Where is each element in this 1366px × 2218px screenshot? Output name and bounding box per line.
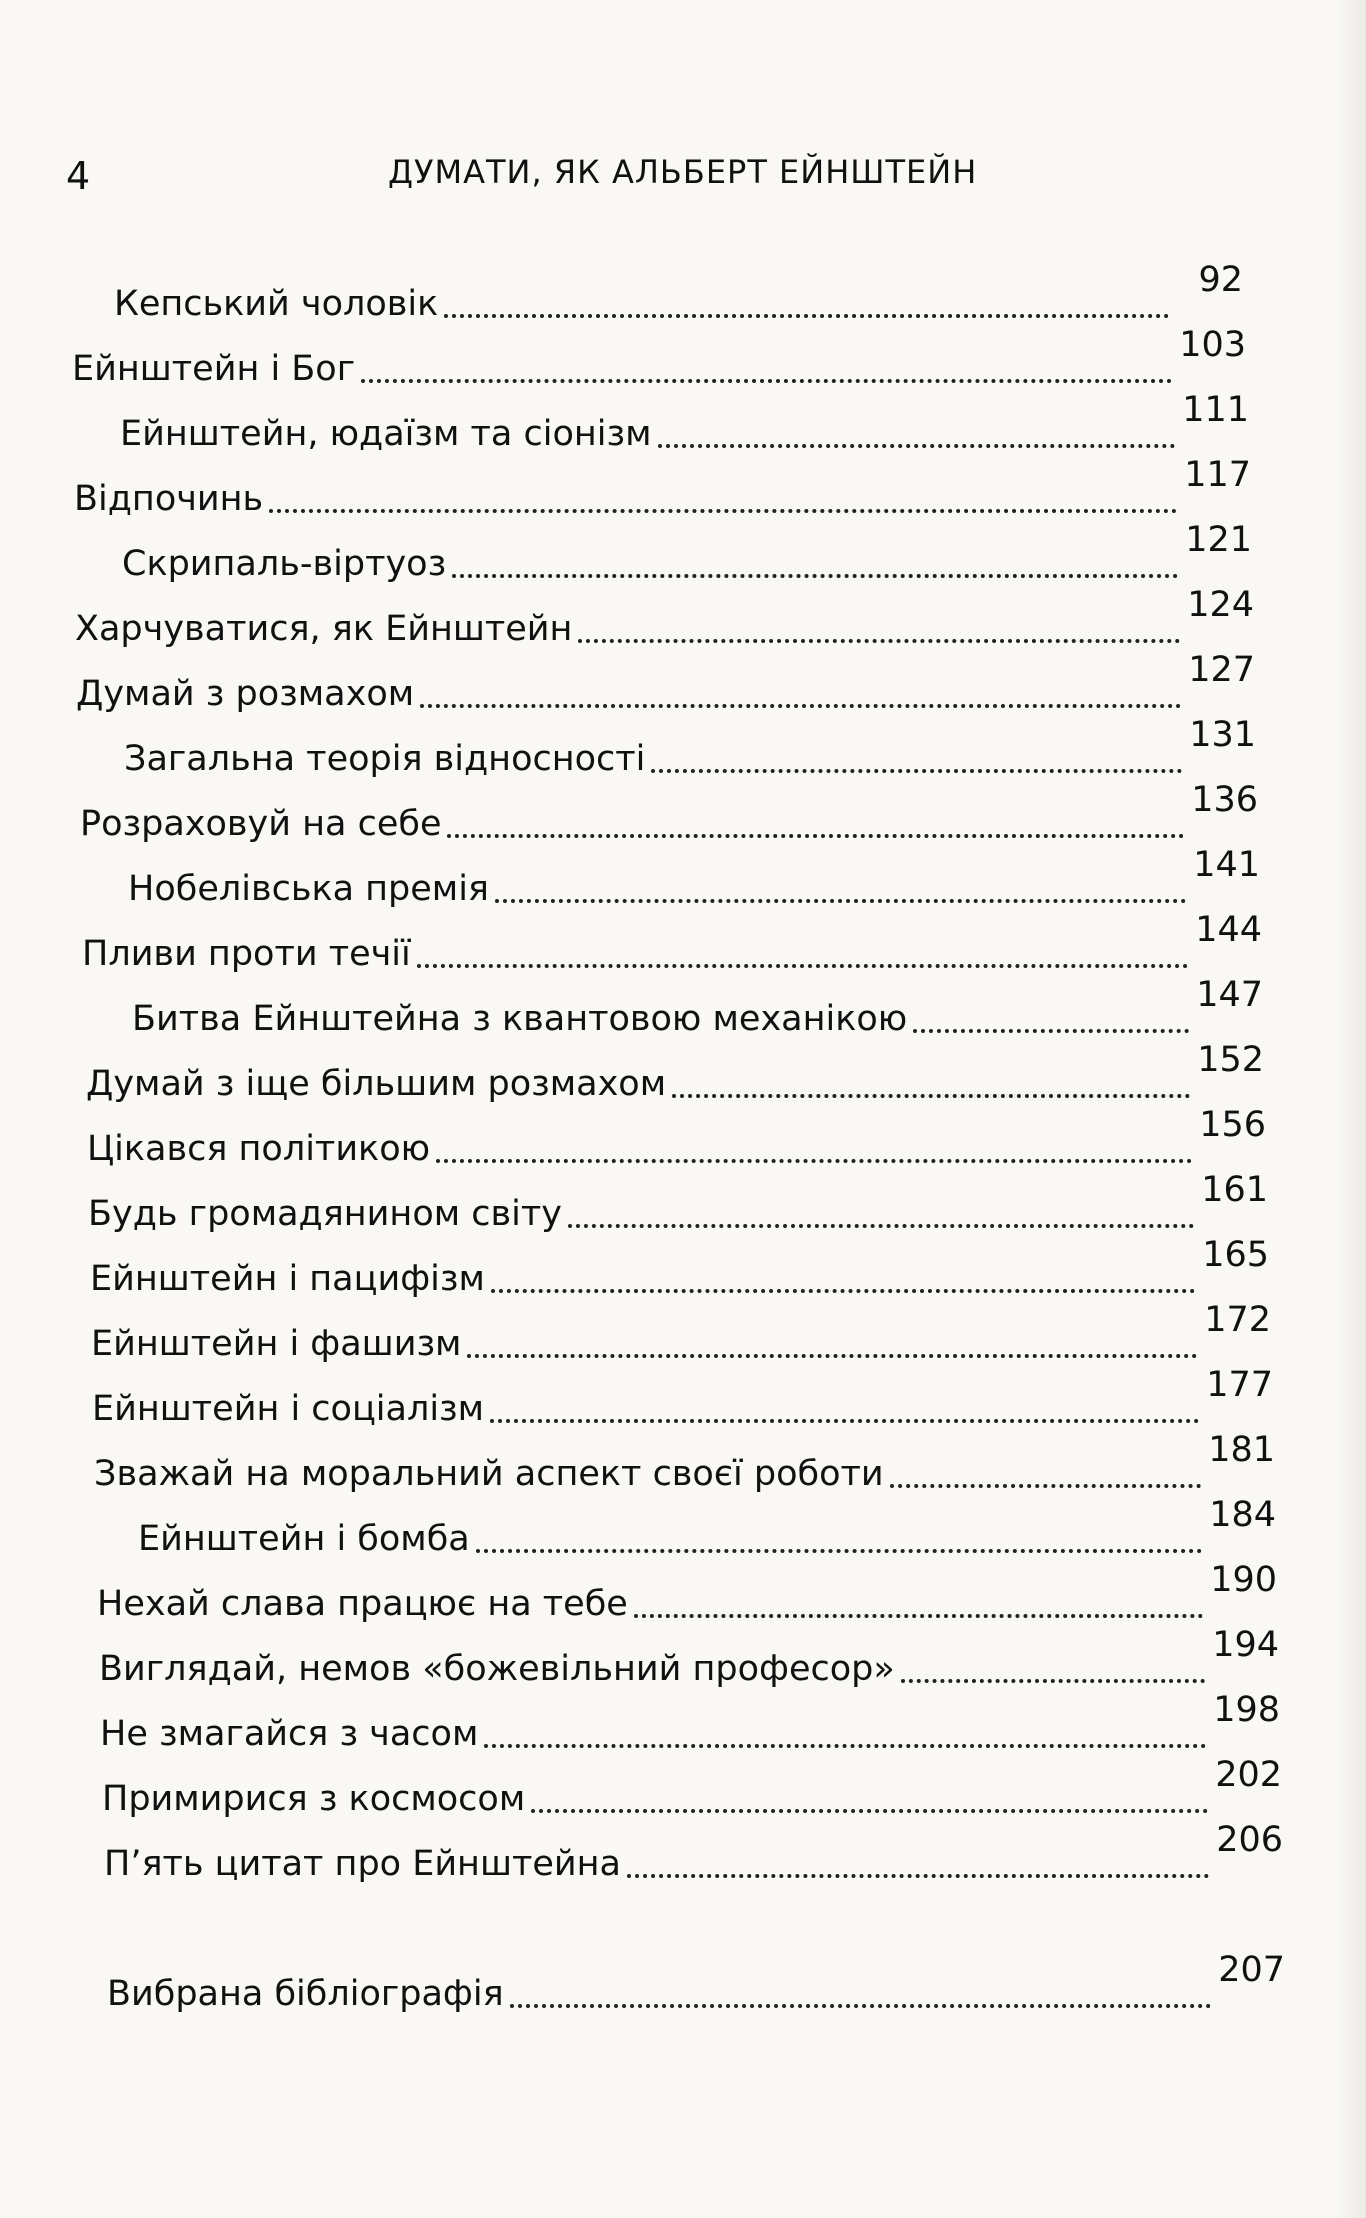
toc-entry [82,910,1262,978]
toc-entry [80,780,1258,848]
toc-entry-title: Харчуватися, як Ейнштейн [75,609,573,649]
toc-entry-title: Кепський чоловік [114,284,439,324]
toc-entry-page-number: 181 [1208,1430,1275,1470]
toc-entry [72,325,1246,393]
toc-dot-leader [913,1029,1189,1033]
toc-entry [104,1820,1283,1888]
toc-entry-title: Думай з іще більшим розмахом [86,1064,667,1104]
toc-entry-page-number: 147 [1196,975,1263,1015]
toc-entry-page-number: 92 [1198,260,1243,300]
toc-entry-page-number: 127 [1188,650,1255,690]
toc-entry-page-number: 144 [1195,910,1262,950]
toc-entry-title: Ейнштейн і соціалізм [92,1389,485,1429]
toc-entry-page-number: 152 [1197,1040,1264,1080]
toc-entry-page-number: 121 [1185,520,1252,560]
toc-dot-leader [444,314,1169,318]
toc-entry-title: Нобелівська премія [128,869,489,909]
toc-entry-page-number: 194 [1212,1625,1279,1665]
toc-entry-title: Нехай слава працює на тебе [97,1584,628,1624]
toc-entry-page-number: 103 [1179,325,1246,365]
toc-entry-page-number: 184 [1209,1495,1276,1535]
toc-entry [74,455,1251,523]
toc-dot-leader [484,1744,1206,1748]
toc-entry [76,650,1255,718]
toc-entry-title: Цікався політикою [87,1129,431,1169]
toc-dot-leader [568,1224,1194,1228]
toc-entry-title: Ейнштейн, юдаїзм та сіонізм [120,414,652,454]
toc-entry-title: Вибрана бібліографія [107,1974,504,2014]
toc-entry-title: Ейнштейн і пацифізм [90,1259,485,1299]
toc-entry [88,1170,1268,1238]
toc-dot-leader [495,899,1186,903]
toc-entry-title: Відпочинь [74,479,264,519]
toc-dot-leader [452,574,1178,578]
toc-dot-leader [658,444,1175,448]
toc-dot-leader [634,1614,1203,1618]
toc-entry [91,1300,1271,1368]
toc-entry [87,1105,1266,1173]
toc-entry-page-number: 207 [1218,1950,1285,1990]
page-number: 4 [66,154,91,198]
toc-entry-title: Ейнштейн і фашизм [91,1324,462,1364]
toc-entry [128,845,1260,913]
toc-entry-page-number: 206 [1216,1820,1283,1860]
toc-entry-title: Зважай на моральний аспект своєї роботи [94,1454,884,1494]
toc-dot-leader [361,379,1172,383]
toc-entry-page-number: 161 [1201,1170,1268,1210]
toc-dot-leader [467,1354,1197,1358]
toc-dot-leader [672,1094,1190,1098]
toc-entry-page-number: 172 [1204,1300,1271,1340]
toc-dot-leader [890,1484,1201,1488]
toc-entry-title: Примирися з космосом [102,1779,526,1819]
toc-entry-page-number: 202 [1215,1755,1282,1795]
toc-entry [132,975,1263,1043]
toc-dot-leader [901,1679,1205,1683]
toc-entry-title: Розраховуй на себе [80,804,442,844]
toc-dot-leader [627,1874,1209,1878]
toc-dot-leader [447,834,1184,838]
toc-entry [75,585,1254,653]
toc-entry-page-number: 111 [1182,390,1249,430]
toc-entry-page-number: 117 [1184,455,1251,495]
toc-entry-title: Ейнштейн і бомба [138,1519,470,1559]
toc-entry [138,1495,1276,1563]
toc-dot-leader [417,964,1188,968]
toc-entry [86,1040,1264,1108]
toc-entry-title: Виглядай, немов «божевільний професор» [99,1649,895,1689]
running-title: ДУМАТИ, ЯК АЛЬБЕРТ ЕЙНШТЕЙН [388,153,978,191]
toc-entry-title: Загальна теорія відносності [124,739,646,779]
page-header [0,150,1366,200]
toc-dot-leader [436,1159,1192,1163]
page-edge-shadow [1338,0,1366,2218]
toc-entry [120,390,1249,458]
toc-entry [97,1560,1277,1628]
toc-dot-leader [578,639,1180,643]
toc-entry [122,520,1252,588]
toc-entry-page-number: 136 [1191,780,1258,820]
toc-entry [100,1690,1280,1758]
toc-dot-leader [490,1419,1199,1423]
toc-entry [107,1950,1285,2018]
toc-dot-leader [491,1289,1195,1293]
toc-entry [102,1755,1282,1823]
toc-dot-leader [420,704,1181,708]
toc-entry-page-number: 124 [1187,585,1254,625]
toc-entry-page-number: 156 [1199,1105,1266,1145]
toc-dot-leader [651,769,1182,773]
toc-entry-title: Скрипаль-віртуоз [122,544,447,584]
toc-dot-leader [510,2004,1211,2008]
toc-entry-page-number: 190 [1210,1560,1277,1600]
toc-entry-title: П’ять цитат про Ейнштейна [104,1844,621,1884]
toc-entry [90,1235,1269,1303]
toc-dot-leader [476,1549,1202,1553]
toc-dot-leader [531,1809,1208,1813]
toc-entry-title: Битва Ейнштейна з квантовою механікою [132,999,908,1039]
toc-entry-page-number: 177 [1206,1365,1273,1405]
toc-entry-page-number: 198 [1213,1690,1280,1730]
toc-entry-page-number: 165 [1202,1235,1269,1275]
toc-entry-title: Будь громадянином світу [88,1194,562,1234]
toc-entry-title: Ейнштейн і Бог [72,349,356,389]
toc-entry [99,1625,1279,1693]
toc-dot-leader [269,509,1177,513]
toc-entry-page-number: 131 [1189,715,1256,755]
toc-entry-title: Не змагайся з часом [100,1714,479,1754]
toc-entry [124,715,1256,783]
toc-entry-page-number: 141 [1193,845,1260,885]
toc-entry [114,260,1243,328]
toc-entry [92,1365,1273,1433]
toc-entry [94,1430,1275,1498]
toc-entry-title: Пливи проти течії [82,934,411,974]
toc-entry-title: Думай з розмахом [76,674,415,714]
